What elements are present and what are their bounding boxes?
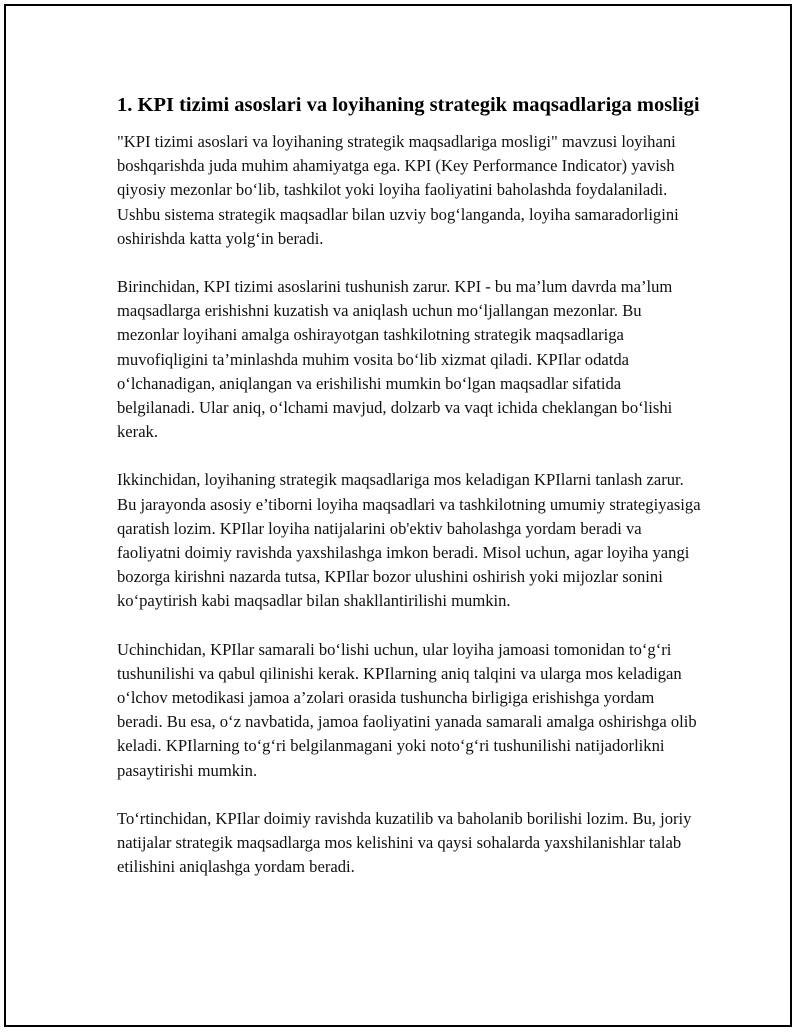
section-heading: 1. KPI tizimi asoslari va loyihaning strategik maqsadlariga mosligi [117,94,700,116]
paragraph-second: Ikkinchidan, loyihaning strategik maqsadlariga mos keladigan KPIlarni tanlash zarur. Bu jarayonda asosiy e’tiborni loyiha maqsadlari va tashkilotning umumiy strategiyasiga qaratish lozim. KPIlar loyiha natijalarini ob'ektiv baholashga yordam beradi va faoliyatni doimiy ravishda yaxshilashga imkon beradi. Misol uchun, agar loyiha yangi bozorga kirishni nazarda tutsa, KPIlar bozor ulushini oshirish yoki mijozlar sonini ko‘paytirish kabi maqsadlar bilan shakllantirilishi mumkin. [117,470,701,611]
paragraph-third: Uchinchidan, KPIlar samarali bo‘lishi uchun, ular loyiha jamoasi tomonidan to‘g‘ri tushunilishi va qabul qilinishi kerak. KPIlarning aniq talqini va ularga mos keladigan o‘lchov metodikasi jamoa a’zolari orasida tushuncha birligiga erishishga yordam beradi. Bu esa, o‘z navbatida, jamoa faoliyatini yanada samarali amalga oshirishga olib keladi. KPIlarning to‘g‘ri belgilanmagani yoki noto‘g‘ri tushunilishi natijadorlikni pasaytirishi mumkin. [117,639,697,780]
document-body [117,92,702,879]
paragraph-fourth: To‘rtinchidan, KPIlar doimiy ravishda kuzatilib va baholanib borilishi lozim. Bu, joriy natijalar strategik maqsadlarga mos kelishini va qaysi sohalarda yaxshilanishlar talab etilishini aniqlashga yordam beradi. [117,808,692,877]
paragraph-first: Birinchidan, KPI tizimi asoslarini tushunish zarur. KPI - bu ma’lum davrda ma’lum maqsadlarga erishishni kuzatish va aniqlash uchun mo‘ljallangan mezonlar. Bu mezonlar loyihani amalga oshirayotgan tashkilotning strategik maqsadlariga muvofiqligini ta’minlashda muhim vosita bo‘lib xizmat qiladi. KPIlar odatda o‘lchanadigan, aniqlangan va erishilishi mumkin bo‘lgan maqsadlar sifatida belgilanadi. Ular aniq, o‘lchami mavjud, dolzarb va vaqt ichida cheklangan bo‘lishi kerak. [117,277,673,442]
paragraph-intro: "KPI tizimi asoslari va loyihaning strategik maqsadlariga mosligi" mavzusi loyihani boshqarishda juda muhim ahamiyatga ega. KPI (Key Performance Indicator) yavish qiyosiy mezonlar bo‘lib, tashkilot yoki loyiha faoliyatini baholashda foydalaniladi. Ushbu sistema strategik maqsadlar bilan uzviy bog‘langanda, loyiha samaradorligini oshirishda katta yolg‘in beradi. [117,132,679,248]
